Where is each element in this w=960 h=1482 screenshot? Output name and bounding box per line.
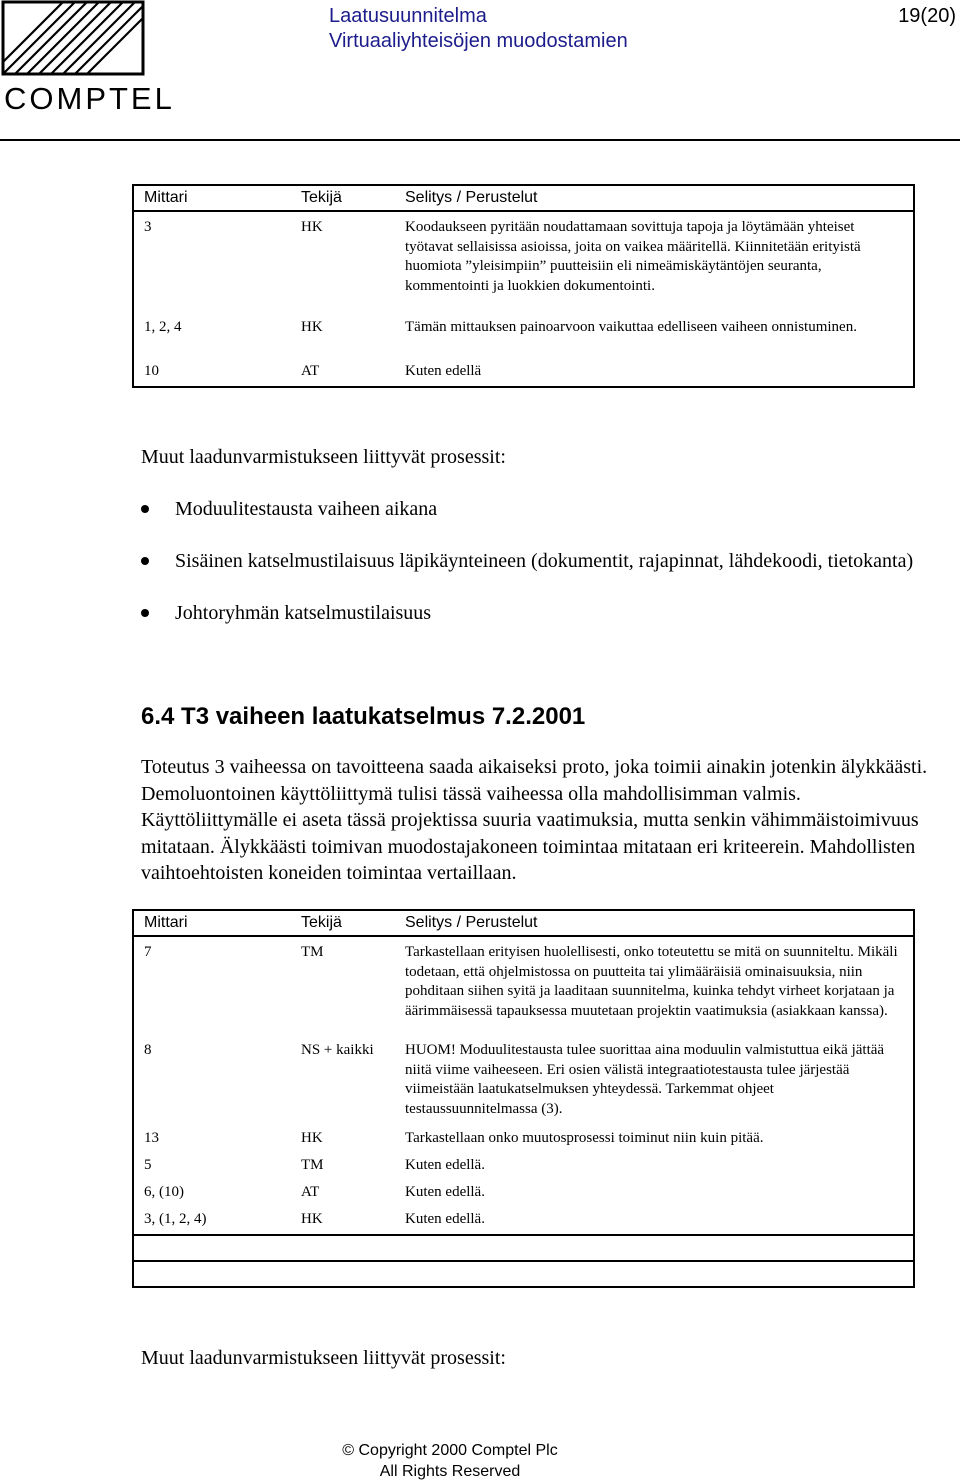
- cell-selitys: Kuten edellä.: [395, 1208, 914, 1235]
- cell-selitys: Kuten edellä: [405, 363, 482, 379]
- cell-mittari: 7: [144, 944, 152, 960]
- cell-mittari: 1, 2, 4: [144, 319, 182, 335]
- column-header-tekija: Tekijä: [291, 910, 395, 936]
- cell-mittari: 8: [144, 1042, 152, 1058]
- table-row: [133, 360, 914, 387]
- column-header-mittari: Mittari: [133, 185, 291, 211]
- column-header-tekija: Tekijä: [291, 185, 395, 211]
- bullet-icon: [141, 505, 149, 513]
- rights-text: All Rights Reserved: [379, 1463, 521, 1480]
- logo-text: COMPTEL: [4, 81, 175, 116]
- bullet-icon: [141, 557, 149, 565]
- empty-cell: [395, 1261, 914, 1287]
- table-row: [133, 1127, 914, 1154]
- processes-heading-2: Muut laadunvarmistukseen liittyvät prosessit:: [141, 1347, 506, 1369]
- cell-tekija: HK: [301, 219, 323, 235]
- table-row: [133, 1154, 914, 1181]
- empty-cell: [291, 1235, 395, 1261]
- cell-selitys: Kuten edellä.: [405, 1157, 485, 1173]
- page-number: 19(20): [898, 5, 956, 27]
- processes-list: [141, 496, 931, 626]
- processes-heading: Muut laadunvarmistukseen liittyvät prosessit:: [141, 446, 506, 468]
- table-header-row: [133, 910, 914, 936]
- empty-cell: [133, 1235, 291, 1261]
- table-header-row: [133, 185, 914, 211]
- cell-tekija: NS + kaikki: [301, 1042, 374, 1058]
- document-subtitle: Virtuaaliyhteisöjen muodostamien: [329, 30, 628, 52]
- cell-tekija: HK: [301, 1130, 323, 1146]
- column-header-selitys: Selitys / Perustelut: [395, 910, 914, 936]
- table-row: [133, 1039, 914, 1127]
- cell-selitys: Kuten edellä.: [405, 1184, 485, 1200]
- cell-selitys: Tämän mittauksen painoarvoon vaikuttaa edelliseen vaiheen onnistuminen.: [405, 319, 857, 335]
- document-title: Laatusuunnitelma: [329, 5, 487, 27]
- cell-mittari: 13: [144, 1130, 159, 1146]
- cell-selitys: HUOM! Moduulitestausta tulee suorittaa aina moduulin valmistuttua eikä jättää niitä viime vaiheeseen. Eri osien välistä integraatiotestausta tulee järjestää viimeistään laatukatselmuksen yhteydessä. Tarkemmat ohjeet testaussuunnitelmassa (3).: [405, 1042, 885, 1117]
- cell-selitys: Tarkastellaan onko muutosprosessi toiminut niin kuin pitää.: [405, 1130, 764, 1146]
- list-item-text: Moduulitestausta vaiheen aikana: [175, 498, 438, 520]
- cell-selitys: Tarkastellaan erityisen huolellisesti, onko toteutettu se mitä on suunniteltu. Mikäli todetaan, että ohjelmistossa on puutteita tai ylimääräisiä ominaisuuksia, niin pohditaan siihen syitä ja laaditaan suunnitelma, kuinka tehdyt virheet korjataan ja äärimmäisessä tapauksessa muutetaan projektin vaatimuksia (asiakkaan kanssa).: [405, 944, 898, 1019]
- empty-cell: [291, 1261, 395, 1287]
- table-row: [133, 936, 914, 1039]
- column-header-selitys: Selitys / Perustelut: [395, 185, 914, 211]
- empty-table-row: [133, 1261, 914, 1287]
- table-row: [133, 318, 914, 360]
- cell-mittari: 6, (10): [144, 1184, 184, 1200]
- cell-tekija: HK: [291, 1208, 395, 1235]
- empty-table-row: [133, 1235, 914, 1261]
- cell-tekija: AT: [301, 1184, 320, 1200]
- cell-mittari: 3, (1, 2, 4): [133, 1208, 291, 1235]
- table-row: [133, 1181, 914, 1208]
- empty-cell: [133, 1261, 291, 1287]
- table-row: [133, 211, 914, 318]
- criteria-table-2: [132, 909, 915, 1288]
- column-header-mittari: Mittari: [133, 910, 291, 936]
- empty-cell: [395, 1235, 914, 1261]
- cell-tekija: TM: [301, 1157, 324, 1173]
- list-item: [141, 548, 931, 574]
- cell-mittari: 10: [144, 363, 159, 379]
- list-item: [141, 600, 931, 626]
- criteria-table-1: [132, 184, 915, 388]
- cell-tekija: AT: [301, 363, 320, 379]
- cell-tekija: TM: [301, 944, 324, 960]
- section-heading: 6.4 T3 vaiheen laatukatselmus 7.2.2001: [141, 703, 586, 730]
- header-divider: [0, 139, 960, 141]
- cell-mittari: 3: [144, 219, 152, 235]
- copyright-text: © Copyright 2000 Comptel Plc: [342, 1442, 558, 1459]
- cell-mittari: 5: [144, 1157, 152, 1173]
- list-item-text: Sisäinen katselmustilaisuus läpikäynteineen (dokumentit, rajapinnat, lähdekoodi, tietokanta): [175, 550, 914, 572]
- cell-tekija: HK: [301, 319, 323, 335]
- page-footer: [0, 1440, 960, 1482]
- table-row: [133, 1208, 914, 1235]
- cell-selitys: Koodaukseen pyritään noudattamaan sovittuja tapoja ja löytämään yhteiset työtavat sellaisissa asioissa, joita on vaikea määritellä. Kiinnitetään erityistä huomiota ”yleisimpiin” puutteisiin eli nimeämiskäytäntöjen seuranta, kommentointi ja luokkien dokumentointi.: [405, 219, 861, 294]
- list-item-text: Johtoryhmän katselmustilaisuus: [175, 602, 432, 624]
- list-item: [141, 496, 931, 522]
- section-paragraph: Toteutus 3 vaiheessa on tavoitteena saada aikaiseksi proto, joka toimii ainakin jotenkin älykkäästi. Demoluontoinen käyttöliittymä tulisi tässä vaiheessa olla mahdollisimman valmis. Käyttöliittymälle ei aseta tässä projektissa suuria vaatimuksia, mutta senkin vähimmäistoimivuus mitataan. Älykkäästi toimivan muodostajakoneen toimintaa mitataan eri kriteerein. Mahdollisten vaihtoehtoisten koneiden toimintaa vertaillaan.: [141, 756, 928, 884]
- bullet-icon: [141, 609, 149, 617]
